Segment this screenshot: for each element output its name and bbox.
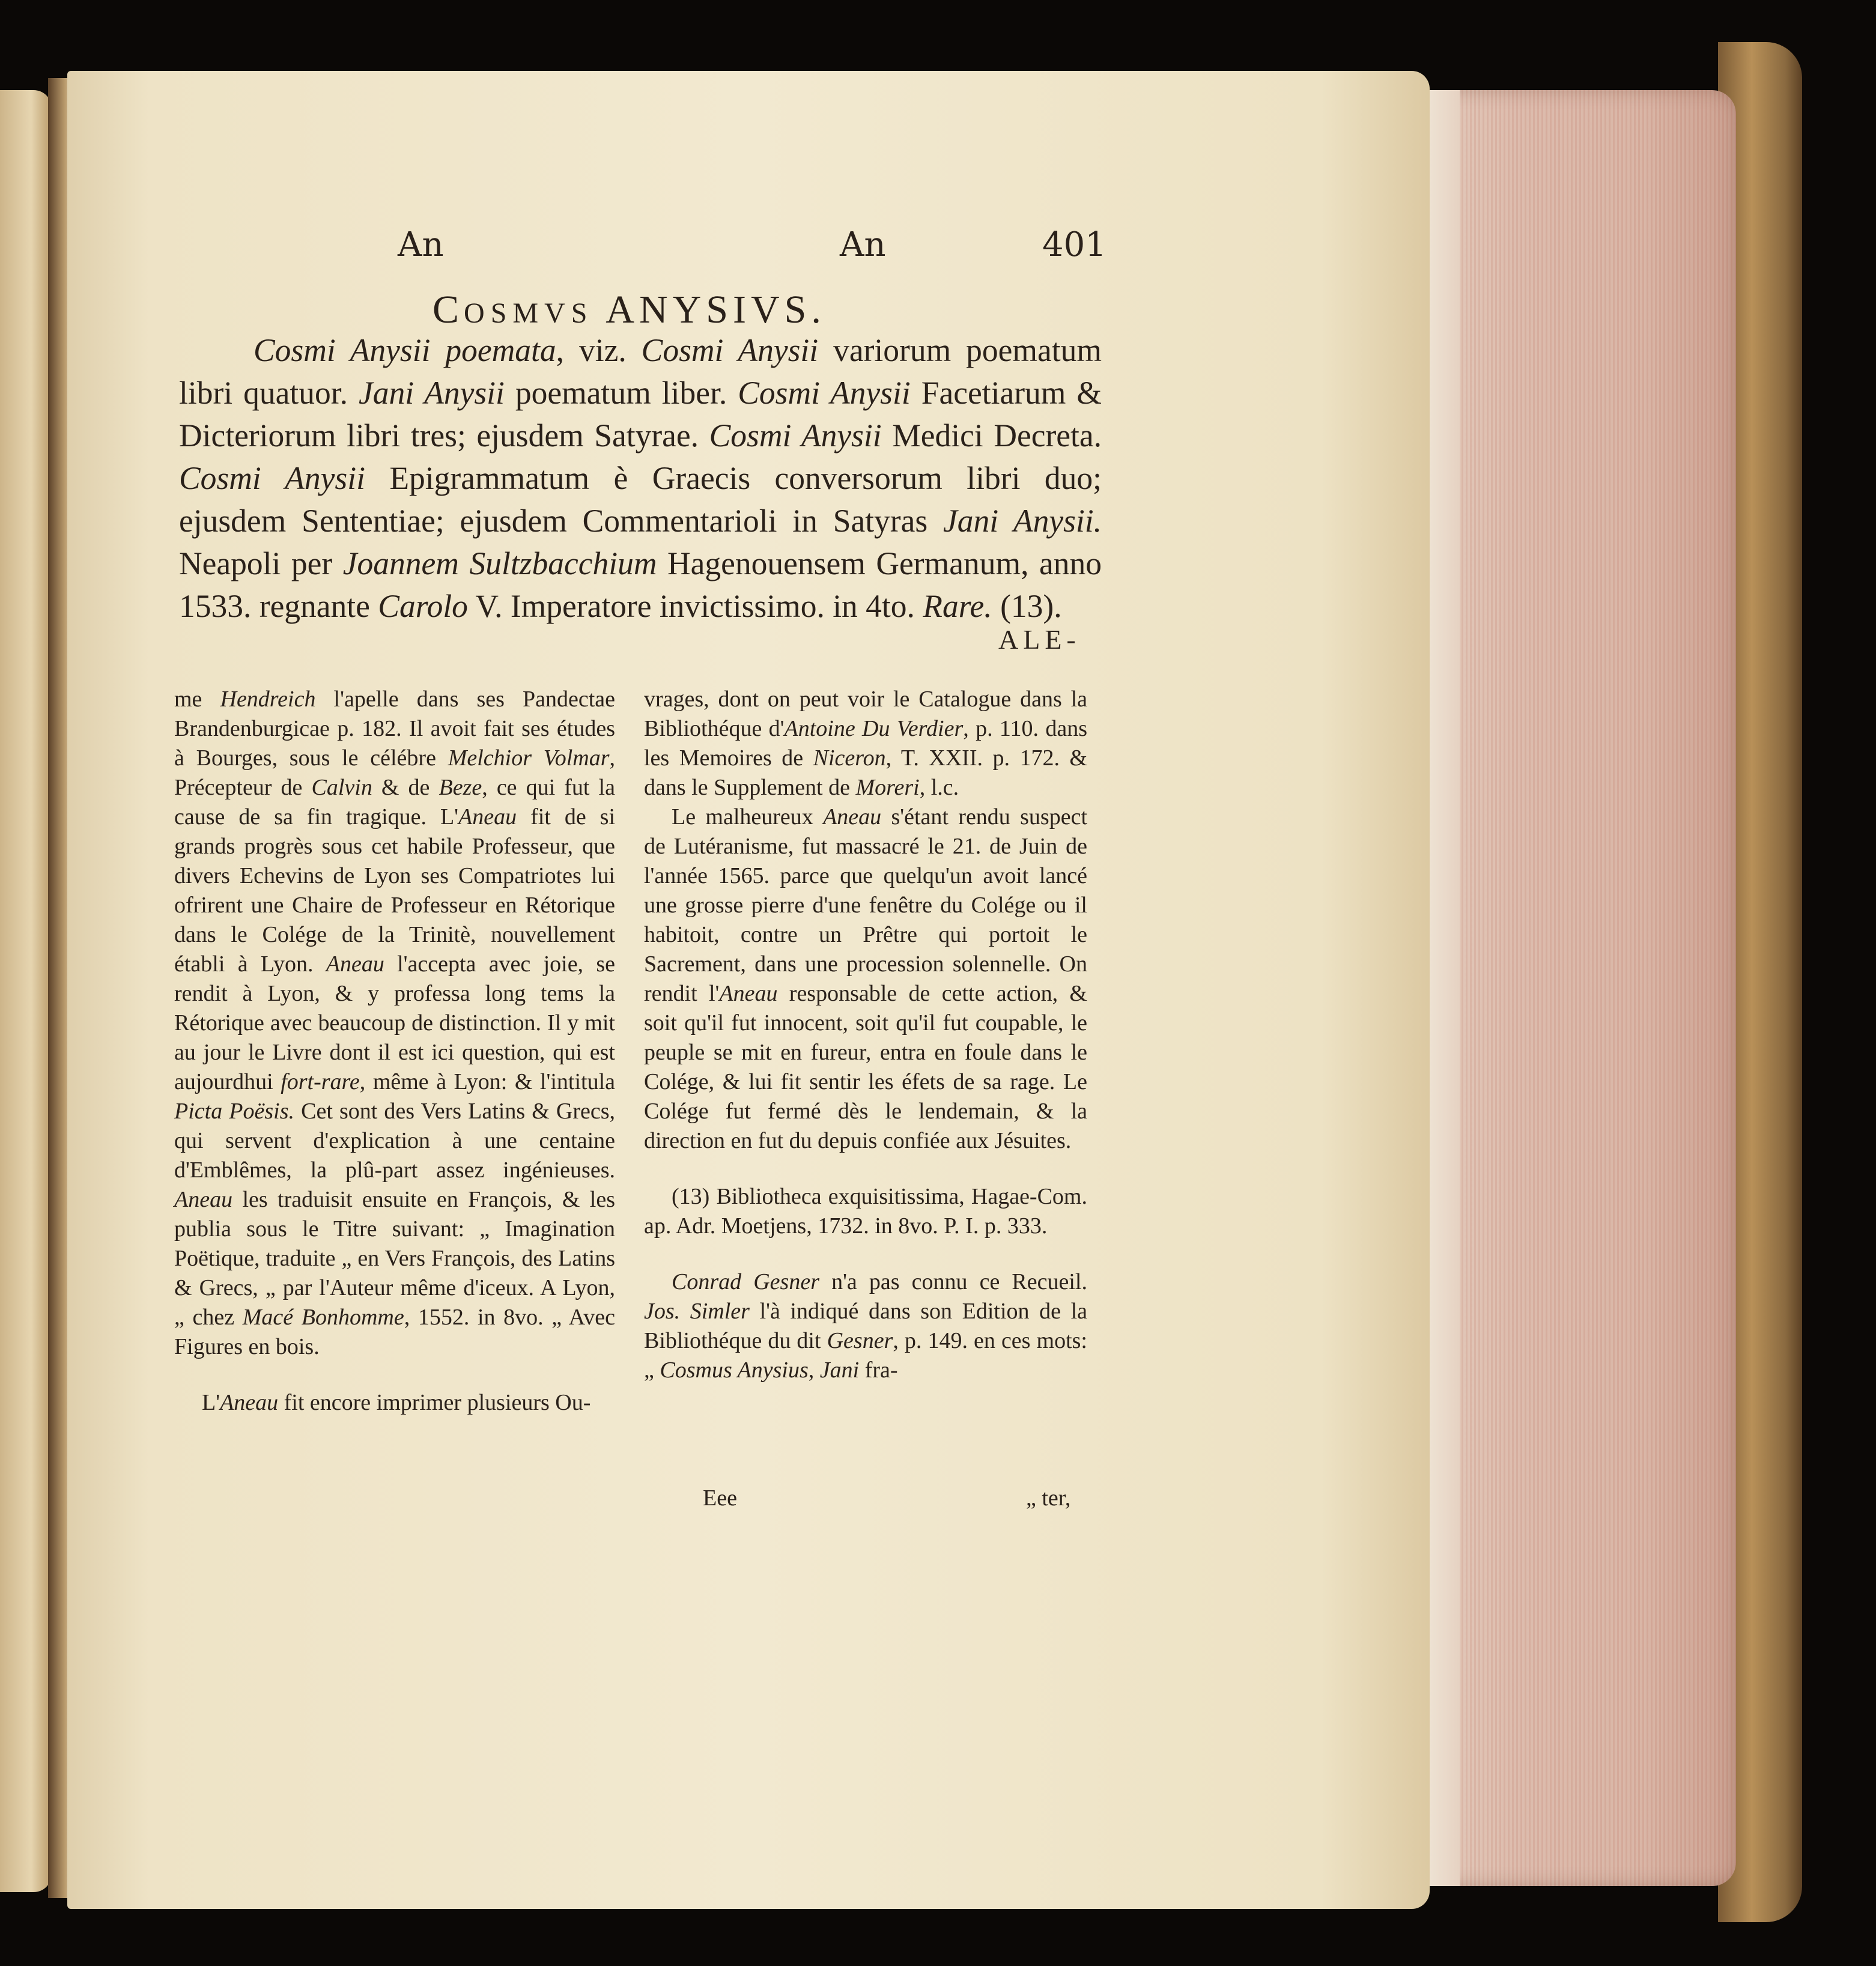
left-column-run: l'accepta avec joie, se rendit à Lyon, & y professa long tems la Rétorique avec beaucoup de distinction. Il y mit au jour le Livre dont il est ici question, qui est aujourdhui (174, 951, 615, 1094)
left-column-run: l'apelle dans ses Pandectae Brandenburgicae p. 182. Il avoit fait ses études à Bourges, sous le célébre (174, 687, 615, 771)
left-column-run: fit encore imprimer plusieurs Ou- (278, 1390, 591, 1415)
right-column-run: , (808, 1358, 820, 1383)
left-column-italic-run: Aneau (174, 1187, 233, 1212)
right-column-italic-run: Aneau (823, 804, 882, 830)
title-first-word: OSMVS (464, 297, 593, 329)
entry-italic-run: Joannem Sultzbacchium (342, 545, 657, 581)
running-head-left: An (398, 225, 444, 264)
right-column-run: n'a pas connu ce Recueil. (819, 1269, 1087, 1294)
right-column-italic-run: Moreri (855, 775, 920, 800)
right-column-italic-run: Jani (819, 1358, 860, 1383)
right-column-run: responsable de cette action, & soit qu'il fut innocent, soit qu'il fut coupable, le peuple se mit en fureur, entra en foule dans le Colége, & lui fit sentir les éfets de sa rage. Le Colége fut fermé dès le lendemain, & la direction en fut du depuis confiée aux Jésuites. (644, 981, 1087, 1153)
page-number: 401 (1042, 225, 1106, 264)
entry-italic-run: Carolo (378, 588, 468, 624)
left-column-italic-run: Aneau (326, 951, 384, 977)
right-column-run: s'étant rendu suspect de Lutéranisme, fut massacré le 21. de Juin de l'année 1565. parce que quelqu'un avoit lancé une grosse pierre d'une fenêtre du Colége ou il habitoit, contre un Prêtre qui portoit le Sacrement, dans une procession solennelle. On rendit l' (644, 804, 1087, 1006)
left-column-run: Cet sont des Vers Latins & Grecs, qui servent d'explication à une centaine d'Emblêmes, la plû-part assez ingénieuses. (174, 1099, 616, 1183)
entry-title (433, 287, 826, 333)
entry-run: Hagenouensem Germanum, anno 1533. regnante (179, 545, 1102, 624)
entry-description (179, 329, 1102, 628)
entry-run: poematum liber. (504, 375, 738, 411)
entry-run: Medici Decreta. (881, 417, 1102, 454)
left-column-italic-run: Aneau (458, 804, 517, 830)
right-column-paragraph (644, 802, 1087, 1156)
left-column-italic-run: Calvin (311, 775, 372, 800)
entry-run: Neapoli per (179, 545, 343, 581)
entry-italic-run: Rare. (923, 588, 992, 624)
entry-run: variorum poematum libri quatuor. (179, 332, 1102, 411)
entry-run: Facetiarum & Dicteriorum libri tres; ejusdem Satyrae. (179, 375, 1102, 454)
left-column-italic-run: Beze (439, 775, 482, 800)
left-column-run: les traduisit ensuite en François, & les publia sous le Titre suivant: „ Imagination Poëtique, traduite „ en Vers François, des Latins & Grecs, „ par l'Auteur même d'iceux. A Lyon, „ chez (174, 1187, 615, 1330)
entry-paragraph (179, 329, 1102, 628)
paragraph-gap (644, 1241, 1087, 1267)
right-column-italic-run: Jos. Simler (644, 1299, 750, 1324)
entry-run: (13). (992, 588, 1062, 624)
left-page-edge (0, 90, 52, 1892)
left-column-run: , Précepteur de (174, 745, 615, 800)
right-column-italic-run: Niceron (813, 745, 886, 771)
right-column-run: Le malheureux (672, 804, 824, 830)
catchword: ALE- (998, 624, 1081, 655)
right-column-italic-run: Aneau (719, 981, 778, 1006)
paragraph-gap (174, 1362, 615, 1388)
right-column-paragraph (644, 1267, 1087, 1385)
left-column (174, 685, 615, 1418)
page-block-edge (1424, 90, 1736, 1886)
entry-italic-run: Jani Anysii. (943, 503, 1102, 539)
left-column-italic-run: Macé Bonhomme (242, 1305, 404, 1330)
left-column-paragraph (174, 1388, 615, 1418)
entry-italic-run: Jani Anysii (359, 375, 505, 411)
right-column-italic-run: Gesner (827, 1328, 893, 1353)
left-column-italic-run: Picta Poësis. (174, 1099, 295, 1124)
right-column-run: , p. 149. en ces mots: „ (644, 1328, 1087, 1383)
left-column-run: fit de si grands progrès sous cet habile Professeur, que divers Echevins de Lyon ses Compatriotes lui ofrirent une Chaire de Professeur en Rétorique dans le Colége de la Trinitè, nouvellement établi à Lyon. (174, 804, 615, 977)
right-column (644, 685, 1087, 1385)
entry-italic-run: Cosmi Anysii (709, 417, 882, 454)
entry-run: Epigrammatum è Graecis conversorum libri duo; ejusdem Sententiae; ejusdem Commentarioli in Satyras (179, 460, 1102, 539)
right-column-run: , p. 110. dans les Memoires de (644, 716, 1088, 771)
right-column-italic-run: Antoine Du Verdier (784, 716, 964, 741)
left-column-run: & de (372, 775, 439, 800)
right-column-italic-run: Cosmus Anysius (660, 1358, 809, 1383)
left-column-paragraph (174, 685, 615, 1362)
right-column-italic-run: Conrad Gesner (672, 1269, 819, 1294)
title-initial: C (433, 288, 464, 332)
right-column-run: vrages, dont on peut voir le Catalogue dans la Bibliothéque d' (644, 687, 1087, 741)
entry-italic-run: Cosmi Anysii (179, 460, 365, 496)
entry-italic-run: Cosmi Anysii poemata (253, 332, 556, 368)
entry-italic-run: Cosmi Anysii (641, 332, 819, 368)
running-head-center: An (840, 225, 886, 264)
left-column-italic-run: fort-rare (281, 1069, 360, 1094)
left-column-run: , ce qui fut la cause de sa fin tragique. L' (174, 775, 615, 830)
left-column-run: L' (202, 1390, 220, 1415)
left-column-italic-run: Aneau (220, 1390, 279, 1415)
left-column-run: me (174, 687, 220, 712)
entry-italic-run: Cosmi Anysii (738, 375, 911, 411)
title-second-word: ANYSIVS. (606, 288, 826, 332)
left-column-italic-run: Melchior Volmar (448, 745, 610, 771)
right-column-paragraph (644, 1182, 1087, 1241)
right-column-run: (13) Bibliotheca exquisitissima, Hagae-Com. ap. Adr. Moetjens, 1732. in 8vo. P. I. p. 333. (644, 1184, 1087, 1239)
entry-run: , viz. (556, 332, 642, 368)
right-column-run: , T. XXII. p. 172. & dans le Supplement de (644, 745, 1087, 800)
right-column-paragraph (644, 685, 1087, 802)
left-column-italic-run: Hendreich (220, 687, 316, 712)
column-catchword: „ ter, (1026, 1485, 1071, 1511)
right-column-run: fra- (859, 1358, 898, 1383)
entry-run: V. Imperatore invictissimo. in 4to. (467, 588, 923, 624)
paragraph-gap (644, 1156, 1087, 1182)
signature-mark: Eee (703, 1485, 737, 1511)
left-column-run: , même à Lyon: & l'intitula (359, 1069, 615, 1094)
right-column-run: , l.c. (919, 775, 959, 800)
left-column-run: , 1552. in 8vo. „ Avec Figures en bois. (174, 1305, 615, 1359)
right-column-run: l'à indiqué dans son Edition de la Bibliothéque du dit (644, 1299, 1087, 1353)
